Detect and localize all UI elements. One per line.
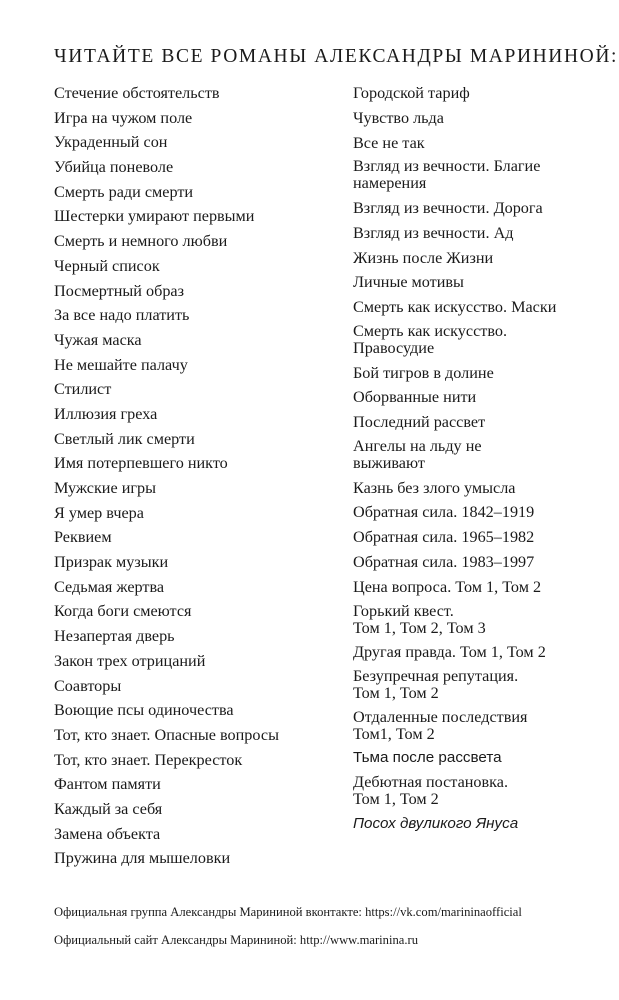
novel-title: Украденный сон [54,133,168,152]
novel-title-line: Взгляд из вечности. Ад [353,223,514,242]
official-site-line: Официальный сайт Александры Марининой: http://www.marinina.ru [54,933,419,947]
vk-group-line: Официальная группа Александры Марининой вконтакте: https://vk.com/marininaofficial [54,905,522,919]
novel-title-line: Личные мотивы [353,273,464,292]
novel-title-line: Жизнь после Жизни [353,248,494,267]
novel-title-line: Смерть как искусство. Маски [353,298,557,317]
novel-title [353,84,608,102]
novel-title [353,553,608,571]
novel-title-line: Обратная сила. 1983–1997 [353,552,535,571]
novel-title-line: Чувство льда [353,108,444,127]
novel-title: Смерть ради смерти [54,182,194,201]
novel-title-line: Взгляд из вечности. Благие [353,157,541,176]
novel-title-line: Цена вопроса. Том 1, Том 2 [353,577,542,596]
novel-title-line: намерения [353,174,427,193]
novel-title-line: Обратная сила. 1965–1982 [353,528,535,547]
novel-title: Стилист [54,380,112,399]
novel-title [353,323,608,357]
novel-title-line: Тьма после рассвета [353,749,502,767]
novel-title: Смерть и немного любви [54,232,228,251]
novel-title [353,388,608,406]
novel-title [353,273,608,291]
novel-title [353,438,608,472]
novel-title-line: Дебютная постановка. [353,772,509,791]
novel-title: Каждый за себя [54,799,163,818]
novel-title [353,578,608,596]
novel-title-line: Правосудие [353,338,435,357]
novel-title-line: Казнь без злого умысла [353,478,516,497]
novel-title-line: Том 1, Том 2 [353,683,439,702]
novel-title-line: Городской тариф [353,84,470,102]
novel-title: Посмертный образ [54,281,185,300]
novel-title [353,199,608,217]
novel-title: Соавторы [54,676,122,695]
novel-title [353,709,608,743]
novel-title-line: Том 1, Том 2 [353,789,439,808]
novel-title-line: Последний рассвет [353,413,486,432]
novel-title: Светлый лик смерти [54,429,195,448]
novel-title: Иллюзия греха [54,404,158,423]
page-heading: ЧИТАЙТЕ ВСЕ РОМАНЫ АЛЕКСАНДРЫ МАРИНИНОЙ: [54,46,619,67]
novel-title-line: Горький квест. [353,601,454,620]
novel-title [353,224,608,242]
novel-title-line: Безупречная репутация. [353,666,519,685]
novel-title: Реквием [54,528,112,547]
novel-title: Замена объекта [54,824,161,843]
novel-title-line: Посох двуликого Януса [353,814,519,832]
novel-title-line: Бой тигров в долине [353,363,494,382]
novel-title [353,364,608,382]
novel-title: Закон трех отрицаний [54,651,206,670]
novel-title [353,413,608,431]
novel-title [353,774,608,808]
novel-title: Убийца поневоле [54,158,174,177]
novel-title: Пружина для мышеловки [54,849,231,868]
novel-title: Игра на чужом поле [54,108,193,127]
novel-title: Черный список [54,256,160,275]
novel-title-line: Оборванные нити [353,388,477,407]
novel-title [353,668,608,702]
novel-title: Мужские игры [54,479,156,497]
novel-title: Имя потерпевшего никто [54,454,228,473]
novel-title [353,109,608,127]
novel-title: Тот, кто знает. Опасные вопросы [54,725,279,744]
novel-title-line: Том1, Том 2 [353,724,435,743]
novel-title [353,528,608,546]
novel-title-line: Ангелы на льду не [353,436,482,455]
novel-title-line: Другая правда. Том 1, Том 2 [353,643,546,662]
novel-title [353,134,608,152]
novel-title-line: Обратная сила. 1842–1919 [353,503,535,522]
novel-title: Призрак музыки [54,553,169,572]
novel-title: Тот, кто знает. Перекресток [54,750,243,769]
novel-title-line: Отдаленные последствия [353,707,528,726]
novel-title-line: Взгляд из вечности. Дорога [353,198,543,217]
novel-title-line: выживают [353,453,425,472]
novel-list-right [353,84,608,839]
novel-title [353,158,608,192]
novel-title: Не мешайте палачу [54,355,188,374]
novel-title: Стечение обстоятельств [54,84,220,102]
novel-title: Незапертая дверь [54,627,175,646]
novel-title [353,643,608,661]
novel-title [353,503,608,521]
novel-list-left [54,84,344,874]
novel-title [353,249,608,267]
novel-title [353,603,608,637]
novel-title: Я умер вчера [54,503,144,522]
novel-title: Шестерки умирают первыми [54,207,255,226]
novel-title: Чужая маска [54,330,142,349]
novel-title [353,749,608,767]
novel-title [353,298,608,316]
novel-title-line: Все не так [353,133,425,152]
novel-title: За все надо платить [54,306,190,325]
novel-title-line: Смерть как искусство. [353,321,508,340]
novel-title [353,479,608,497]
novel-title: Воющие псы одиночества [54,701,234,720]
novel-title-line: Том 1, Том 2, Том 3 [353,618,486,637]
novel-title [353,815,608,833]
novel-title: Когда боги смеются [54,602,192,621]
novel-title: Седьмая жертва [54,577,165,596]
novel-title: Фантом памяти [54,775,161,794]
